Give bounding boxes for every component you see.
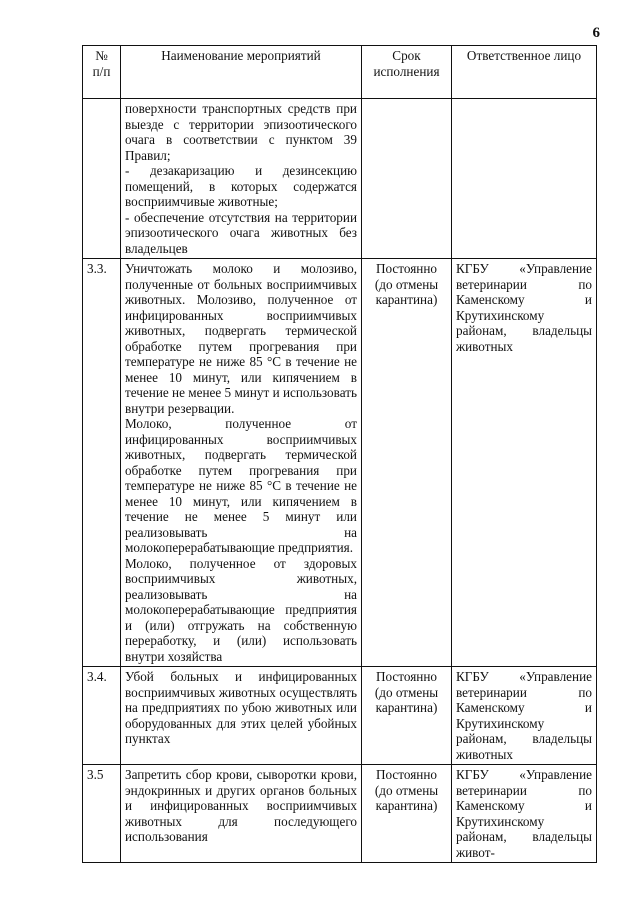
header-term-line2: исполнения	[373, 63, 440, 79]
header-responsible: Ответственное лицо	[452, 46, 597, 99]
table-row	[83, 765, 597, 863]
measures-table	[82, 45, 597, 863]
row-number: 3.5	[83, 765, 121, 863]
measure-paragraph: - обеспечение отсутствия на территории эпизоотического очага животных без владельцев	[125, 209, 357, 256]
row-term: Постоянно (до отмены карантина)	[362, 667, 452, 765]
row-term: Постоянно (до отмены карантина)	[362, 765, 452, 863]
table-row	[83, 259, 597, 667]
measure-paragraph: - дезакаризацию и дезинсекцию помещений, в которых содержатся восприимчивые животные;	[125, 163, 357, 209]
row-measure	[121, 765, 362, 863]
row-number: 3.4.	[83, 667, 121, 765]
measure-paragraph: Молоко, полученное от инфицированных восприимчивых животных, подвергать термической обработке путем прогревания при температуре не ниже 85 °С в течение не менее 10 минут, или кипячением в течение не менее 5 минут или реализовывать на молокоперерабатывающие предприятия.	[125, 416, 357, 555]
row-measure	[121, 99, 362, 259]
header-number-line1: №	[95, 48, 108, 63]
row-responsible: КГБУ «Управление ветеринарии по Каменскому и Крутихинскому районам, владельцы животных	[452, 259, 597, 667]
row-number	[83, 99, 121, 259]
row-number: 3.3.	[83, 259, 121, 667]
row-term	[362, 99, 452, 259]
row-measure	[121, 259, 362, 667]
measure-paragraph: Убой больных и инфицированных восприимчивых животных осуществлять на предприятиях по убою животных или оборудованных для этих целей убойных пунктах	[125, 669, 357, 746]
row-measure	[121, 667, 362, 765]
page-number: 6	[592, 25, 600, 41]
row-responsible: КГБУ «Управление ветеринарии по Каменскому и Крутихинскому районам, владельцы животных	[452, 667, 597, 765]
measure-paragraph: Запретить сбор крови, сыворотки крови, эндокринных и других органов больных и инфицированных восприимчивых животных для последующего использования	[125, 767, 357, 844]
measure-paragraph: Уничтожать молоко и молозиво, полученные от больных восприимчивых животных. Молозиво, полученное от инфицированных восприимчивых животных, подвергать термической обработке путем прогревания при температуре не ниже 85 °С в течение не менее 10 минут, или кипячением в течение не менее 5 минут и использовать внутри резервации.	[125, 261, 357, 416]
row-responsible: КГБУ «Управление ветеринарии по Каменскому и Крутихинскому районам, владельцы живот-	[452, 765, 597, 863]
table-header-row	[83, 46, 597, 99]
measure-paragraph: поверхности транспортных средств при выезде с территории эпизоотического очага в соответствии с пунктом 39 Правил;	[125, 101, 357, 163]
row-term: Постоянно (до отмены карантина)	[362, 259, 452, 667]
table-row	[83, 667, 597, 765]
header-number-line2: п/п	[92, 63, 111, 79]
header-name: Наименование мероприятий	[121, 46, 362, 99]
measure-paragraph: Молоко, полученное от здоровых восприимчивых животных, реализовывать на молокоперерабатывающие предприятия и (или) отгружать на собственную переработку, и (или) использовать внутри хозяйства	[125, 555, 357, 664]
header-term	[362, 46, 452, 99]
header-number	[83, 46, 121, 99]
table-row	[83, 99, 597, 259]
row-responsible	[452, 99, 597, 259]
header-term-line1: Срок	[392, 48, 421, 63]
